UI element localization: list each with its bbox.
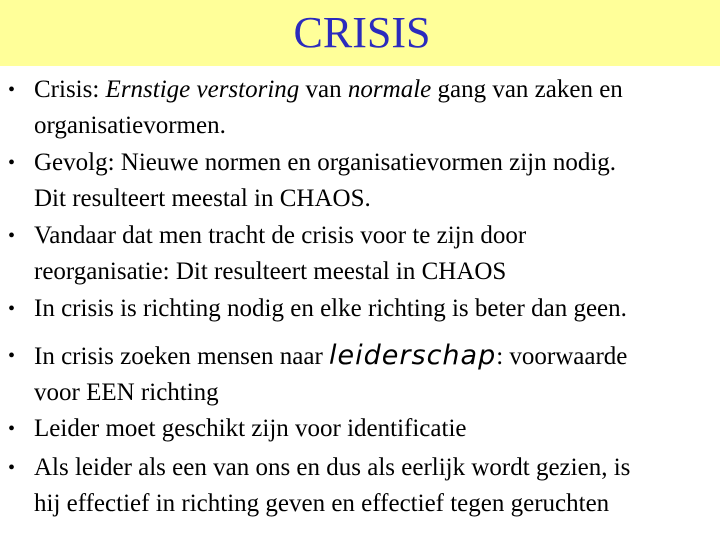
bullet-line: In crisis zoeken mensen naar leiderschap: voorwaarde <box>34 340 628 371</box>
bullet-item-vandaar <box>8 218 718 290</box>
bullet-dot: • <box>8 225 16 247</box>
bullet-line: In crisis is richting nodig en elke richting is beter dan geen. <box>34 295 627 322</box>
bullet-dot: • <box>8 79 16 101</box>
bullet-line: hij effectief in richting geven en effectief tegen geruchten <box>34 490 610 517</box>
bullet-item-crisis-definition <box>8 72 718 144</box>
bullet-item-gevolg <box>8 145 718 217</box>
bullet-item-richting <box>8 291 718 327</box>
bullet-line: Dit resulteert meestal in CHAOS. <box>34 185 371 212</box>
title-bar <box>0 0 720 66</box>
bullet-dot: • <box>8 298 16 320</box>
bullet-dot: • <box>8 457 16 479</box>
bullet-line: Gevolg: Nieuwe normen en organisatievormen zijn nodig. <box>34 149 617 176</box>
bullet-line: Crisis: Ernstige verstoring van normale gang van zaken en <box>34 76 623 103</box>
bullet-line: organisatievormen. <box>34 112 226 139</box>
emphasis-text: normale <box>347 76 432 103</box>
bullet-dot: • <box>8 345 16 367</box>
bullet-line: Vandaar dat men tracht de crisis voor te zijn door <box>34 222 527 249</box>
bullet-line: reorganisatie: Dit resulteert meestal in CHAOS <box>34 258 507 285</box>
emphasis-text: Ernstige verstoring <box>105 76 300 103</box>
slide-title: CRISIS <box>293 8 431 57</box>
emphasis-text: leiderschap <box>329 340 497 371</box>
bullet-item-leiderschap <box>8 338 718 411</box>
bullet-item-eerlijk <box>8 450 718 522</box>
bullet-dot: • <box>8 418 16 440</box>
bullet-item-identificatie <box>8 411 718 447</box>
bullet-line: Leider moet geschikt zijn voor identificatie <box>34 415 467 442</box>
bullet-line: Als leider als een van ons en dus als eerlijk wordt gezien, is <box>34 454 631 481</box>
bullet-dot: • <box>8 152 16 174</box>
bullet-line: voor EEN richting <box>34 379 219 406</box>
